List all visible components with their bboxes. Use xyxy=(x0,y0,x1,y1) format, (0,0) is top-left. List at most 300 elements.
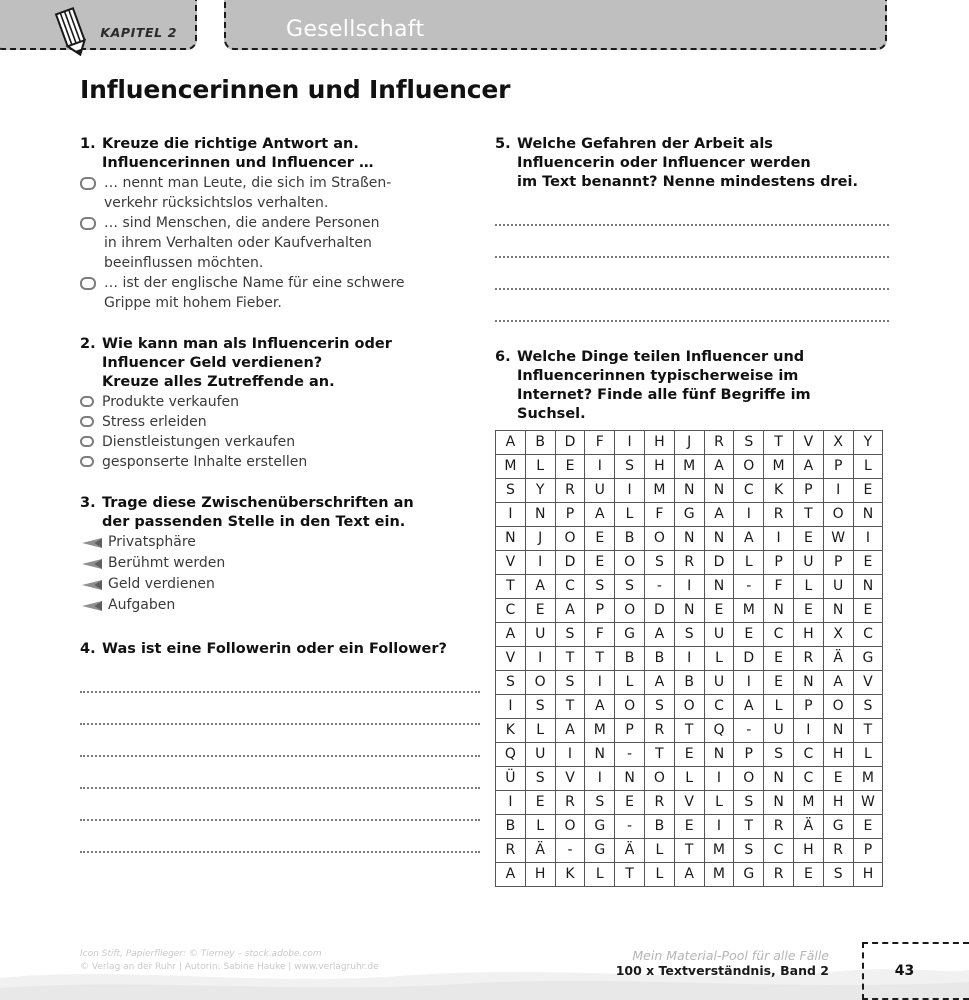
word-search-cell[interactable]: L xyxy=(615,671,645,695)
word-search-cell[interactable]: U xyxy=(764,719,794,743)
word-search-cell[interactable]: B xyxy=(496,815,526,839)
checkbox-icon[interactable] xyxy=(80,177,96,190)
word-search-cell[interactable]: P xyxy=(734,743,764,767)
paper-plane-icon xyxy=(80,536,106,550)
word-search-cell[interactable]: T xyxy=(674,719,704,743)
word-search-cell[interactable]: - xyxy=(615,743,645,767)
word-search-cell[interactable]: U xyxy=(585,479,615,503)
word-search-cell[interactable]: S xyxy=(615,575,645,599)
word-search-cell[interactable]: O xyxy=(734,455,764,479)
word-search-cell[interactable]: E xyxy=(793,527,823,551)
word-search-cell[interactable]: E xyxy=(525,599,555,623)
word-search-cell[interactable]: E xyxy=(674,815,704,839)
word-search-cell[interactable]: L xyxy=(525,719,555,743)
word-search-cell[interactable]: S xyxy=(525,767,555,791)
word-search-cell[interactable]: I xyxy=(853,527,883,551)
task-2-option-1[interactable] xyxy=(80,392,480,412)
word-search-cell[interactable]: A xyxy=(644,671,674,695)
word-search-cell[interactable]: V xyxy=(793,431,823,455)
word-search-cell[interactable]: E xyxy=(615,791,645,815)
word-search-cell[interactable]: M xyxy=(644,479,674,503)
word-search-cell[interactable]: E xyxy=(793,863,823,887)
word-search-cell[interactable]: A xyxy=(734,695,764,719)
word-search-cell[interactable]: P xyxy=(823,455,853,479)
word-search-cell[interactable]: M xyxy=(496,455,526,479)
word-search-cell[interactable]: I xyxy=(704,767,734,791)
word-search-cell[interactable]: S xyxy=(585,791,615,815)
word-search-cell[interactable]: F xyxy=(644,503,674,527)
word-search-cell[interactable]: M xyxy=(793,791,823,815)
word-search-row xyxy=(496,623,883,647)
word-search-cell[interactable]: G xyxy=(823,815,853,839)
word-search-cell[interactable]: E xyxy=(734,623,764,647)
word-search-cell[interactable]: V xyxy=(555,767,585,791)
word-search-cell[interactable]: W xyxy=(823,527,853,551)
checkbox-icon[interactable] xyxy=(80,396,94,407)
word-search-cell[interactable]: S xyxy=(496,671,526,695)
word-search-cell[interactable]: Ä xyxy=(615,839,645,863)
word-search-cell[interactable]: R xyxy=(555,479,585,503)
word-search-cell[interactable]: C xyxy=(764,623,794,647)
word-search-cell[interactable]: E xyxy=(764,671,794,695)
word-search-row xyxy=(496,815,883,839)
word-search-cell[interactable]: - xyxy=(644,575,674,599)
word-search-cell[interactable]: S xyxy=(853,695,883,719)
word-search-cell[interactable]: S xyxy=(644,695,674,719)
word-search-cell[interactable]: K xyxy=(555,863,585,887)
task-5 xyxy=(495,135,889,322)
task-3 xyxy=(80,494,480,616)
word-search-cell[interactable]: N xyxy=(674,479,704,503)
word-search-cell[interactable]: M xyxy=(764,455,794,479)
word-search-row xyxy=(496,839,883,863)
task-4-prompt-line-1: Was ist eine Followerin oder ein Follower? xyxy=(102,641,447,657)
word-search-cell[interactable]: N xyxy=(823,719,853,743)
word-search-cell[interactable]: I xyxy=(555,743,585,767)
word-search-cell[interactable]: A xyxy=(793,455,823,479)
word-search-cell[interactable]: O xyxy=(555,527,585,551)
word-search-cell[interactable]: X xyxy=(823,623,853,647)
task-5-heading xyxy=(495,135,889,192)
task-2-option-2-label: Stress erleiden xyxy=(102,414,207,430)
word-search-cell[interactable]: V xyxy=(496,647,526,671)
footer-series-title: Mein Material-Pool für alle Fälle xyxy=(632,948,829,963)
word-search-cell[interactable]: F xyxy=(764,575,794,599)
word-search-cell[interactable]: L xyxy=(644,863,674,887)
word-search-cell[interactable]: R xyxy=(764,815,794,839)
word-search-cell[interactable]: S xyxy=(734,431,764,455)
word-search-cell[interactable]: H xyxy=(793,839,823,863)
checkbox-icon[interactable] xyxy=(80,217,96,230)
word-search-cell[interactable]: I xyxy=(525,647,555,671)
word-search-cell[interactable]: K xyxy=(764,479,794,503)
word-search-cell[interactable]: S xyxy=(525,695,555,719)
word-search-cell[interactable]: L xyxy=(525,455,555,479)
word-search-cell[interactable]: N xyxy=(853,503,883,527)
word-search-cell[interactable]: T xyxy=(585,647,615,671)
word-search-cell[interactable]: M xyxy=(585,719,615,743)
word-search-cell[interactable]: M xyxy=(853,767,883,791)
word-search-cell[interactable]: F xyxy=(585,431,615,455)
task-1-option-2[interactable] xyxy=(80,213,480,273)
word-search-cell[interactable]: R xyxy=(704,431,734,455)
word-search-cell[interactable]: N xyxy=(793,671,823,695)
word-search-cell[interactable]: N xyxy=(525,503,555,527)
word-search-cell[interactable]: A xyxy=(644,623,674,647)
task-2-option-3[interactable] xyxy=(80,432,480,452)
word-search-cell[interactable]: R xyxy=(496,839,526,863)
word-search-cell[interactable]: E xyxy=(764,647,794,671)
word-search-cell[interactable]: T xyxy=(793,503,823,527)
checkbox-icon[interactable] xyxy=(80,277,96,290)
word-search-cell[interactable]: I xyxy=(764,527,794,551)
word-search-cell[interactable]: I xyxy=(496,791,526,815)
word-search-cell[interactable]: C xyxy=(734,479,764,503)
word-search-cell[interactable]: P xyxy=(823,551,853,575)
word-search-cell[interactable]: E xyxy=(823,767,853,791)
word-search-cell[interactable]: I xyxy=(615,479,645,503)
word-search-cell[interactable]: O xyxy=(525,671,555,695)
word-search-cell[interactable]: E xyxy=(853,599,883,623)
word-search-cell[interactable]: E xyxy=(585,527,615,551)
checkbox-icon[interactable] xyxy=(80,456,94,467)
task-3-item-1[interactable] xyxy=(80,532,480,553)
word-search-cell[interactable]: L xyxy=(525,815,555,839)
word-search-cell[interactable]: V xyxy=(496,551,526,575)
word-search-cell[interactable]: B xyxy=(525,431,555,455)
word-search-cell[interactable]: T xyxy=(764,431,794,455)
word-search-cell[interactable]: T xyxy=(555,647,585,671)
word-search-cell[interactable]: P xyxy=(793,479,823,503)
paper-plane-icon xyxy=(80,578,106,592)
word-search-cell[interactable]: A xyxy=(555,719,585,743)
word-search-cell[interactable]: T xyxy=(853,719,883,743)
word-search-cell[interactable]: U xyxy=(793,551,823,575)
word-search-cell[interactable]: P xyxy=(853,839,883,863)
word-search-cell[interactable]: N xyxy=(615,767,645,791)
word-search-cell[interactable]: T xyxy=(644,743,674,767)
paper-plane-icon xyxy=(80,557,106,571)
word-search-cell[interactable]: D xyxy=(734,647,764,671)
word-search-cell[interactable]: T xyxy=(674,839,704,863)
word-search-cell[interactable]: G xyxy=(585,815,615,839)
task-1-heading xyxy=(80,135,480,173)
word-search-cell[interactable]: H xyxy=(823,791,853,815)
word-search-cell[interactable]: D xyxy=(555,431,585,455)
word-search-cell[interactable]: C xyxy=(793,743,823,767)
word-search-cell[interactable]: S xyxy=(555,623,585,647)
word-search-cell[interactable]: P xyxy=(764,551,794,575)
word-search-cell[interactable]: K xyxy=(496,719,526,743)
word-search-cell[interactable]: L xyxy=(644,839,674,863)
word-search-cell[interactable]: S xyxy=(496,479,526,503)
word-search-cell[interactable]: E xyxy=(793,599,823,623)
word-search-cell[interactable]: T xyxy=(555,695,585,719)
word-search-cell[interactable]: E xyxy=(555,455,585,479)
word-search-cell[interactable]: S xyxy=(585,575,615,599)
word-search-cell[interactable]: L xyxy=(585,863,615,887)
word-search-cell[interactable]: I xyxy=(615,431,645,455)
word-search-cell[interactable]: A xyxy=(496,863,526,887)
word-search-cell[interactable]: A xyxy=(585,695,615,719)
word-search-cell[interactable]: H xyxy=(644,431,674,455)
task-2-option-2[interactable] xyxy=(80,412,480,432)
word-search-cell[interactable]: C xyxy=(764,839,794,863)
word-search-cell[interactable]: S xyxy=(764,743,794,767)
task-2 xyxy=(80,335,480,472)
word-search-cell[interactable]: Ä xyxy=(793,815,823,839)
word-search-cell[interactable]: I xyxy=(496,503,526,527)
subject-tab xyxy=(224,0,887,50)
word-search-cell[interactable]: G xyxy=(734,863,764,887)
task-6-heading xyxy=(495,348,889,424)
word-search-cell[interactable]: A xyxy=(734,527,764,551)
word-search-cell[interactable]: - xyxy=(734,719,764,743)
word-search-cell[interactable]: O xyxy=(644,527,674,551)
word-search-cell[interactable]: I xyxy=(793,719,823,743)
word-search-cell[interactable]: G xyxy=(674,503,704,527)
word-search-cell[interactable]: B xyxy=(644,647,674,671)
word-search-cell[interactable]: G xyxy=(585,839,615,863)
word-search-cell[interactable]: O xyxy=(644,767,674,791)
word-search-cell[interactable]: R xyxy=(823,839,853,863)
word-search-cell[interactable]: E xyxy=(585,551,615,575)
word-search-cell[interactable]: O xyxy=(555,815,585,839)
word-search-cell[interactable]: R xyxy=(644,719,674,743)
subject-tab-label: Gesellschaft xyxy=(286,17,425,42)
word-search-cell[interactable]: P xyxy=(585,599,615,623)
word-search-cell[interactable]: L xyxy=(853,455,883,479)
word-search-cell[interactable]: M xyxy=(734,599,764,623)
task-5-prompt-line-1: Welche Gefahren der Arbeit als xyxy=(517,136,773,152)
word-search-cell[interactable]: N xyxy=(585,743,615,767)
task-3-item-2[interactable] xyxy=(80,553,480,574)
word-search-cell[interactable]: O xyxy=(734,767,764,791)
task-3-prompt-line-1: Trage diese Zwischenüberschriften an xyxy=(102,495,414,511)
word-search-cell[interactable]: L xyxy=(853,743,883,767)
page-number-box xyxy=(862,942,969,1000)
task-2-heading xyxy=(80,335,480,392)
checkbox-icon[interactable] xyxy=(80,436,94,447)
word-search-cell[interactable]: R xyxy=(764,863,794,887)
word-search-row xyxy=(496,695,883,719)
word-search-cell[interactable]: V xyxy=(674,791,704,815)
word-search-cell[interactable]: N xyxy=(496,527,526,551)
word-search-cell[interactable]: U xyxy=(525,623,555,647)
word-search-cell[interactable]: U xyxy=(525,743,555,767)
word-search-cell[interactable]: S xyxy=(555,671,585,695)
word-search-cell[interactable]: H xyxy=(644,455,674,479)
word-search-cell[interactable]: Q xyxy=(496,743,526,767)
word-search-cell[interactable]: L xyxy=(704,791,734,815)
word-search-cell[interactable]: H xyxy=(793,623,823,647)
word-search-cell[interactable]: C xyxy=(704,695,734,719)
word-search-cell[interactable]: N xyxy=(704,743,734,767)
word-search-cell[interactable]: C xyxy=(793,767,823,791)
word-search-cell[interactable]: N xyxy=(764,791,794,815)
word-search-cell[interactable]: O xyxy=(823,695,853,719)
word-search-cell[interactable]: M xyxy=(704,863,734,887)
word-search-cell[interactable]: Y xyxy=(525,479,555,503)
word-search-cell[interactable]: H xyxy=(823,743,853,767)
word-search-cell[interactable]: T xyxy=(615,863,645,887)
task-1-option-1-line-1: … nennt man Leute, die sich im Straßen- xyxy=(104,175,392,191)
word-search-cell[interactable]: B xyxy=(615,647,645,671)
word-search-cell[interactable]: F xyxy=(585,623,615,647)
word-search-cell[interactable]: O xyxy=(615,599,645,623)
word-search-row xyxy=(496,719,883,743)
word-search-cell[interactable]: E xyxy=(853,479,883,503)
task-3-number: 3. xyxy=(80,495,96,511)
task-1-option-1[interactable] xyxy=(80,173,480,213)
word-search-cell[interactable]: G xyxy=(853,647,883,671)
word-search-cell[interactable]: S xyxy=(615,455,645,479)
word-search-cell[interactable]: I xyxy=(734,503,764,527)
word-search-cell[interactable]: A xyxy=(496,623,526,647)
word-search-cell[interactable]: D xyxy=(555,551,585,575)
word-search-cell[interactable]: A xyxy=(496,431,526,455)
word-search-cell[interactable]: I xyxy=(585,767,615,791)
word-search-cell[interactable]: A xyxy=(674,863,704,887)
word-search-cell[interactable]: L xyxy=(734,551,764,575)
task-1-option-3-line-2: Grippe mit hohem Fieber. xyxy=(104,295,282,311)
word-search-cell[interactable]: R xyxy=(793,647,823,671)
word-search-cell[interactable]: S xyxy=(734,839,764,863)
word-search-cell[interactable]: D xyxy=(704,551,734,575)
word-search-row xyxy=(496,791,883,815)
word-search-cell[interactable]: X xyxy=(823,431,853,455)
word-search-row xyxy=(496,527,883,551)
word-search-cell[interactable]: G xyxy=(615,623,645,647)
task-5-answer-line[interactable] xyxy=(495,320,889,322)
word-search-cell[interactable]: N xyxy=(823,599,853,623)
word-search-cell[interactable]: N xyxy=(704,527,734,551)
word-search-cell[interactable]: O xyxy=(823,503,853,527)
task-4-answer-line[interactable] xyxy=(80,851,480,853)
word-search-cell[interactable]: I xyxy=(585,671,615,695)
task-6-prompt-line-3: Internet? Finde alle fünf Begriffe im xyxy=(517,387,811,403)
word-search-cell[interactable]: R xyxy=(555,791,585,815)
word-search-cell[interactable]: S xyxy=(644,551,674,575)
word-search-cell[interactable]: E xyxy=(704,599,734,623)
word-search-cell[interactable]: I xyxy=(734,671,764,695)
word-search-cell[interactable]: - xyxy=(555,839,585,863)
word-search-cell[interactable]: M xyxy=(674,455,704,479)
word-search-grid[interactable] xyxy=(495,430,883,887)
word-search-cell[interactable]: I xyxy=(496,695,526,719)
task-2-option-4[interactable] xyxy=(80,452,480,472)
word-search-cell[interactable]: A xyxy=(704,503,734,527)
word-search-cell[interactable]: N xyxy=(764,767,794,791)
word-search-cell[interactable]: O xyxy=(674,695,704,719)
word-search-cell[interactable]: B xyxy=(615,527,645,551)
word-search-cell[interactable]: N xyxy=(704,575,734,599)
word-search-cell[interactable]: Ü xyxy=(496,767,526,791)
word-search-cell[interactable]: J xyxy=(674,431,704,455)
word-search-cell[interactable]: T xyxy=(734,815,764,839)
word-search-cell[interactable]: I xyxy=(585,455,615,479)
page-title: Influencerinnen und Influencer xyxy=(80,75,511,104)
word-search-cell[interactable]: U xyxy=(823,575,853,599)
word-search-cell[interactable]: U xyxy=(704,671,734,695)
word-search-cell[interactable]: P xyxy=(615,719,645,743)
task-1-option-3[interactable] xyxy=(80,273,480,313)
word-search-cell[interactable]: H xyxy=(853,863,883,887)
word-search-cell[interactable]: A xyxy=(525,575,555,599)
word-search-cell[interactable]: R xyxy=(764,503,794,527)
word-search-cell[interactable]: C xyxy=(853,623,883,647)
word-search-cell[interactable]: S xyxy=(674,623,704,647)
word-search-cell[interactable]: - xyxy=(734,575,764,599)
word-search-cell[interactable]: I xyxy=(525,551,555,575)
word-search-cell[interactable]: B xyxy=(674,671,704,695)
word-search-cell[interactable]: B xyxy=(644,815,674,839)
word-search-row xyxy=(496,671,883,695)
word-search-cell[interactable]: I xyxy=(674,647,704,671)
word-search-cell[interactable]: R xyxy=(644,791,674,815)
word-search-cell[interactable]: H xyxy=(525,863,555,887)
word-search-cell[interactable]: N xyxy=(674,599,704,623)
word-search-cell[interactable]: A xyxy=(704,455,734,479)
word-search-cell[interactable]: A xyxy=(585,503,615,527)
word-search-cell[interactable]: O xyxy=(615,551,645,575)
word-search-cell[interactable]: M xyxy=(704,839,734,863)
word-search-cell[interactable]: R xyxy=(674,551,704,575)
word-search-cell[interactable]: A xyxy=(823,671,853,695)
word-search-cell[interactable]: I xyxy=(674,575,704,599)
word-search-cell[interactable]: I xyxy=(704,815,734,839)
word-search-cell[interactable]: E xyxy=(853,551,883,575)
word-search-cell[interactable]: N xyxy=(704,479,734,503)
word-search-cell[interactable]: L xyxy=(764,695,794,719)
word-search-cell[interactable]: T xyxy=(496,575,526,599)
word-search-cell[interactable]: C xyxy=(555,575,585,599)
word-search-cell[interactable]: L xyxy=(704,647,734,671)
word-search-cell[interactable]: D xyxy=(644,599,674,623)
word-search-cell[interactable]: L xyxy=(674,767,704,791)
word-search-cell[interactable]: E xyxy=(853,815,883,839)
word-search-cell[interactable]: J xyxy=(525,527,555,551)
word-search-cell[interactable]: S xyxy=(734,791,764,815)
word-search-cell[interactable]: P xyxy=(555,503,585,527)
word-search-cell[interactable]: Ä xyxy=(525,839,555,863)
word-search-cell[interactable]: O xyxy=(615,695,645,719)
word-search-cell[interactable]: I xyxy=(823,479,853,503)
word-search-cell[interactable]: A xyxy=(555,599,585,623)
word-search-cell[interactable]: E xyxy=(674,743,704,767)
task-3-item-3[interactable] xyxy=(80,574,480,595)
word-search-cell[interactable]: Ä xyxy=(823,647,853,671)
word-search-cell[interactable]: W xyxy=(853,791,883,815)
word-search-cell[interactable]: U xyxy=(704,623,734,647)
word-search-cell[interactable]: N xyxy=(853,575,883,599)
word-search-cell[interactable]: S xyxy=(823,863,853,887)
word-search-cell[interactable]: - xyxy=(615,815,645,839)
word-search-cell[interactable]: P xyxy=(793,695,823,719)
task-3-item-4[interactable] xyxy=(80,595,480,616)
word-search-cell[interactable]: L xyxy=(793,575,823,599)
word-search-cell[interactable]: E xyxy=(525,791,555,815)
word-search-cell[interactable]: C xyxy=(496,599,526,623)
checkbox-icon[interactable] xyxy=(80,416,94,427)
word-search-cell[interactable]: L xyxy=(615,503,645,527)
word-search-cell[interactable]: V xyxy=(853,671,883,695)
word-search-cell[interactable]: Y xyxy=(853,431,883,455)
task-5-prompt-line-3: im Text benannt? Nenne mindestens drei. xyxy=(517,174,858,190)
word-search-cell[interactable]: N xyxy=(674,527,704,551)
word-search-cell[interactable]: N xyxy=(764,599,794,623)
word-search-cell[interactable]: Q xyxy=(704,719,734,743)
